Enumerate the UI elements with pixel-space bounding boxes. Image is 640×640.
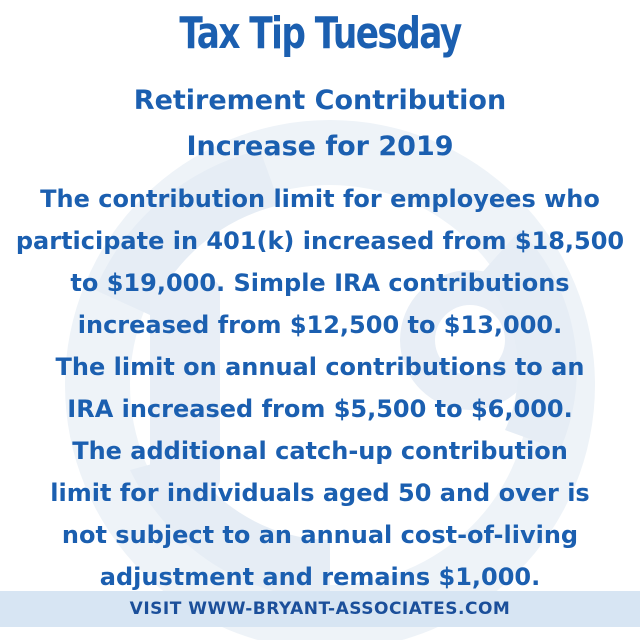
body-line: The contribution limit for employees who [40, 185, 600, 213]
body-line: not subject to an annual cost-of-living [61, 521, 579, 549]
page-title: Tax Tip Tuesday [179, 8, 461, 59]
body-line: increased from $12,500 to $13,000. [77, 311, 563, 339]
body-line: limit for individuals aged 50 and over is [50, 479, 590, 507]
body-line: adjustment and remains $1,000. [99, 563, 541, 591]
tip-body [0, 178, 640, 598]
body-line: The limit on annual contributions to an [55, 353, 585, 381]
body-line: to $19,000. Simple IRA contributions [70, 269, 570, 297]
subtitle-line-2: Increase for 2019 [186, 131, 454, 162]
body-line: The additional catch-up contribution [72, 437, 568, 465]
website-link[interactable]: VISIT WWW-BRYANT-ASSOCIATES.COM [129, 599, 511, 619]
body-line: participate in 401(k) increased from $18,500 [15, 227, 625, 255]
subtitle-line-1: Retirement Contribution [133, 85, 507, 116]
body-line: IRA increased from $5,500 to $6,000. [67, 395, 573, 423]
